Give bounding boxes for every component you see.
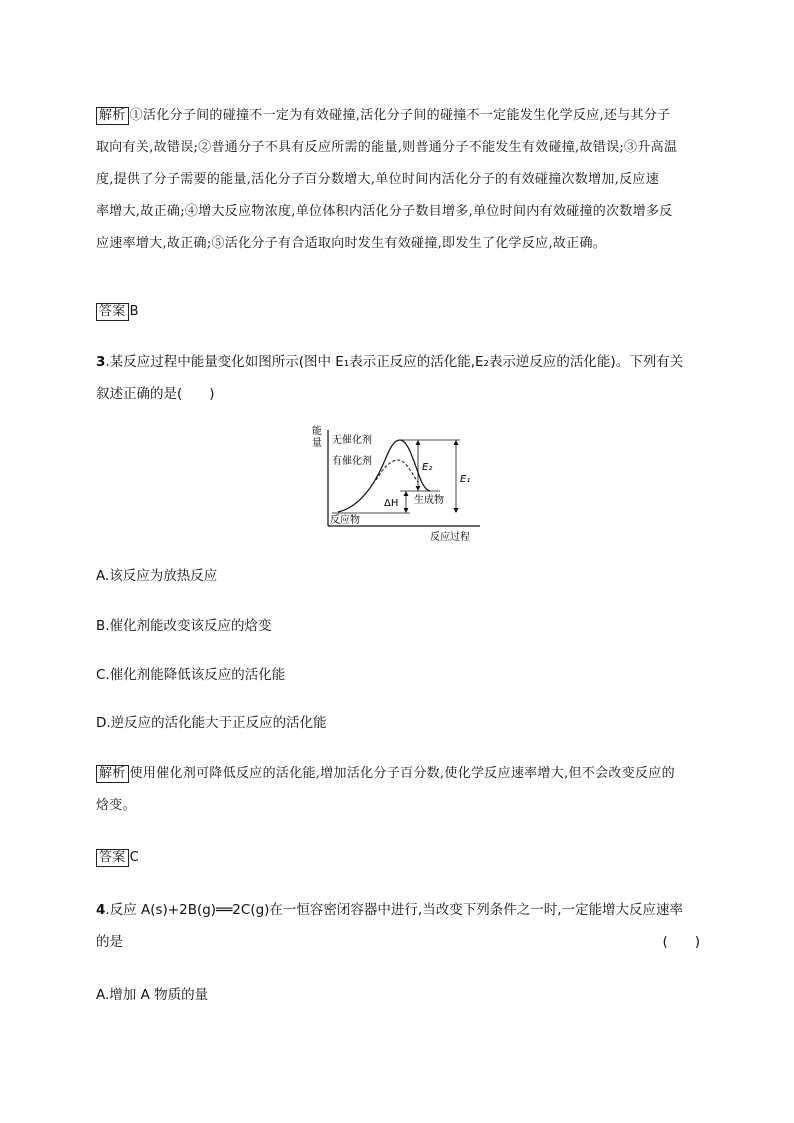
energy-diagram (310, 422, 490, 546)
y-axis-label: 量 (312, 438, 322, 449)
analysis-line: 率增大,故正确;④增大反应物浓度,单位体积内活化分子数目增多,单位时间内有效碰撞的次数增多反 (96, 204, 673, 219)
analysis-line: 解析 ①活化分子间的碰撞不一定为有效碰撞,活化分子间的碰撞不一定能发生化学反应,还与其分子 (96, 100, 700, 132)
question-stem-line2: 叙述正确的是( ) (96, 386, 215, 402)
question-4 (96, 894, 700, 958)
label-no-catalyst: 无催化剂 (332, 435, 372, 446)
q3-answer (96, 842, 700, 874)
analysis-label: 解析 (96, 765, 129, 783)
e1-arrowhead-bottom (454, 508, 459, 513)
label-product: 生成物 (414, 495, 444, 506)
label-reactant: 反应物 (330, 515, 360, 526)
analysis-line: 取向有关,故错误;②普通分子不具有反应所需的能量,则普通分子不能发生有效碰撞,故错误;③升高温 (96, 140, 678, 155)
analysis-label: 解析 (96, 107, 129, 125)
analysis-line: 应速率增大,故正确;⑤活化分子有合适取向时发生有效碰撞,即发生了化学反应,故正确。 (96, 236, 607, 251)
question-number: 3 (96, 354, 106, 370)
question-stem-line2: 的是 ( ) (96, 926, 700, 958)
analysis-line: 焓变。 (96, 798, 136, 813)
option-c: C.催化剂能降低该反应的活化能 (96, 667, 286, 683)
x-axis-label: 反应过程 (430, 532, 470, 543)
e2-arrowhead-top (416, 440, 421, 445)
question-stem: 3.某反应过程中能量变化如图所示(图中 E₁表示正反应的活化能,E₂表示逆反应的活化能)。下列有关 (96, 354, 684, 370)
e2-arrowhead-bottom (416, 486, 421, 491)
answer-paren: ( ) (662, 934, 700, 950)
y-axis-label: 能 (312, 426, 322, 437)
analysis-line: 度,提供了分子需要的能量,活化分子百分数增大,单位时间内活化分子的有效碰撞次数增加,反应速 (96, 172, 660, 187)
analysis-line: 使用催化剂可降低反应的活化能,增加活化分子百分数,使化学反应速率增大,但不会改变反应的 (129, 766, 675, 781)
answer-label: 答案 (96, 303, 129, 321)
option-d: D.逆反应的活化能大于正反应的活化能 (96, 715, 327, 731)
label-e1: E₁ (460, 474, 471, 485)
e1-arrowhead-top (454, 440, 459, 445)
dh-arrowhead-top (404, 491, 409, 496)
answer-value: B (129, 304, 139, 319)
question-3 (96, 346, 700, 410)
option-b: B.催化剂能改变该反应的焓变 (96, 618, 272, 634)
label-dh: ΔH (384, 498, 399, 509)
option-a: A.增加 A 物质的量 (96, 987, 209, 1003)
answer-value: C (129, 850, 139, 865)
curve-with-catalyst (376, 460, 418, 482)
label-e2: E₂ (422, 462, 433, 473)
q3-analysis (96, 758, 700, 822)
question-number: 4 (96, 902, 106, 918)
answer-label: 答案 (96, 849, 129, 867)
question-stem: 4.反应 A(s)+2B(g)══2C(g)在一恒容密闭容器中进行,当改变下列条件之一时,一定能增大反应速率 (96, 902, 684, 918)
option-a: A.该反应为放热反应 (96, 568, 218, 584)
dh-arrowhead-bottom (404, 508, 409, 513)
q2-answer (96, 296, 700, 328)
q2-analysis (96, 100, 700, 260)
label-with-catalyst: 有催化剂 (332, 456, 372, 467)
